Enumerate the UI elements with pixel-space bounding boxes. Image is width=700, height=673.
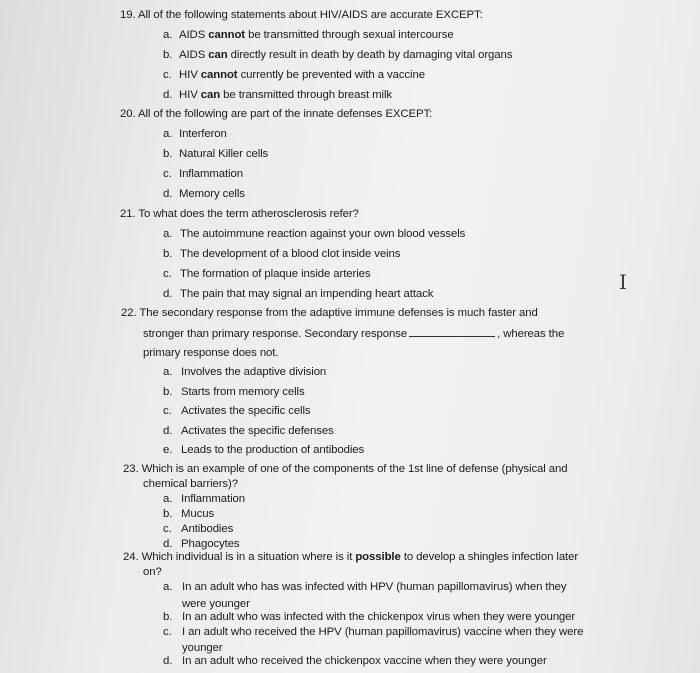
q20-option-c[interactable]: c. Inflammation: [163, 168, 244, 180]
q24-option-c-continued: younger: [182, 642, 223, 654]
question-21-stem: 21. To what does the term atherosclerosis refer?: [120, 208, 359, 220]
text-cursor-icon: I: [619, 270, 627, 294]
q24-option-a-continued: were younger: [182, 598, 250, 610]
question-24-stem-line2: on?: [143, 566, 162, 578]
q21-option-c[interactable]: c. The formation of plaque inside arteries: [163, 268, 371, 280]
q23-option-a[interactable]: a. Inflammation: [163, 493, 246, 505]
question-22-stem-line1: 22. The secondary response from the adaptive immune defenses is much faster and: [121, 307, 538, 319]
q23-option-b[interactable]: b. Mucus: [163, 508, 215, 520]
q23-option-d[interactable]: d. Phagocytes: [163, 538, 240, 550]
q21-option-d[interactable]: d. The pain that may signal an impending heart attack: [163, 288, 434, 300]
question-20-stem: 20. All of the following are part of the innate defenses EXCEPT:: [120, 108, 433, 120]
question-22-stem-line3: primary response does not.: [143, 347, 279, 359]
answer-blank[interactable]: [409, 326, 495, 337]
q24-option-c[interactable]: c. I an adult who received the HPV (human papillomavirus) vaccine when they were: [163, 626, 584, 638]
question-19-stem: 19. All of the following statements about HIV/AIDS are accurate EXCEPT:: [120, 9, 483, 21]
question-23-stem-line1: 23. Which is an example of one of the components of the 1st line of defense (physical and: [123, 463, 568, 475]
q20-option-a[interactable]: a. Interferon: [163, 128, 227, 140]
q24-option-b[interactable]: b. In an adult who was infected with the chickenpox virus when they were younger: [163, 611, 576, 623]
q20-option-b[interactable]: b. Natural Killer cells: [163, 148, 269, 160]
q19-option-d[interactable]: d. HIV can be transmitted through breast milk: [163, 89, 392, 101]
q22-option-d[interactable]: d. Activates the specific defenses: [163, 425, 334, 437]
q24-option-a[interactable]: a. In an adult who has was infected with HPV (human papillomavirus) when they: [163, 581, 567, 593]
q19-option-a[interactable]: a. AIDS cannot be transmitted through sexual intercourse: [163, 29, 454, 41]
question-22-stem-line2: stronger than primary response. Secondary response , whereas the: [143, 328, 565, 340]
q23-option-c[interactable]: c. Antibodies: [163, 523, 234, 535]
q22-option-c[interactable]: c. Activates the specific cells: [163, 405, 311, 417]
q21-option-b[interactable]: b. The development of a blood clot inside veins: [163, 248, 401, 260]
q20-option-d[interactable]: d. Memory cells: [163, 188, 245, 200]
q19-option-c[interactable]: c. HIV cannot currently be prevented with a vaccine: [163, 69, 425, 81]
q22-option-a[interactable]: a. Involves the adaptive division: [163, 366, 327, 378]
q19-option-b[interactable]: b. AIDS can directly result in death by death by damaging vital organs: [163, 49, 513, 61]
question-24-stem-line1: 24. Which individual is in a situation where is it possible to develop a shingles infection later: [123, 551, 579, 563]
q22-option-b[interactable]: b. Starts from memory cells: [163, 386, 305, 398]
q22-option-e[interactable]: e. Leads to the production of antibodies: [163, 444, 365, 456]
q21-option-a[interactable]: a. The autoimmune reaction against your own blood vessels: [163, 228, 466, 240]
question-23-stem-line2: chemical barriers)?: [143, 478, 238, 490]
q24-option-d[interactable]: d. In an adult who received the chickenpox vaccine when they were younger: [163, 655, 547, 667]
